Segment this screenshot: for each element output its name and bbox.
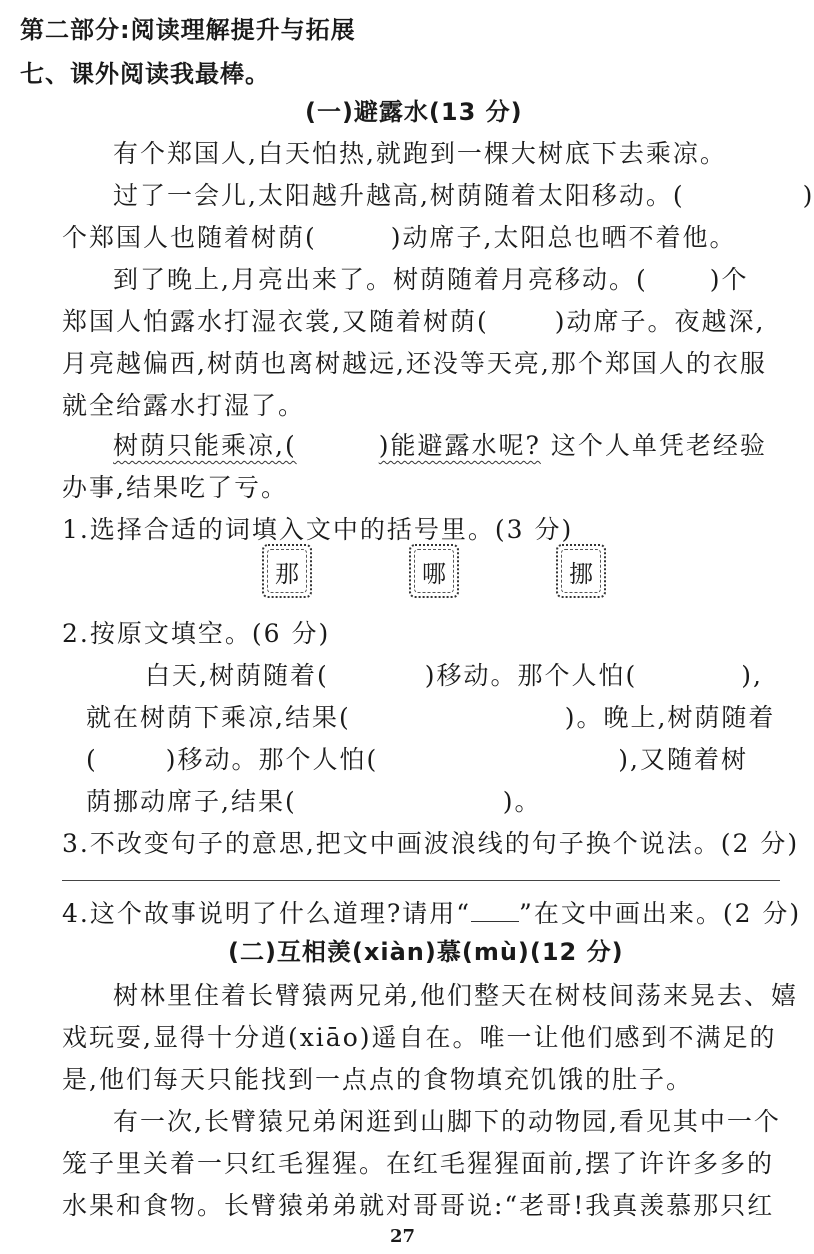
- passage1-p3-line1: [113, 264, 748, 296]
- passage2-p2-line3: 水果和食物。长臂猿弟弟就对哥哥说:“老哥!我真羡慕那只红: [62, 1191, 775, 1220]
- page-number: 27: [390, 1226, 416, 1247]
- word-option-box: [556, 544, 606, 598]
- question-4: [62, 898, 801, 930]
- question-1: 1.选择合适的词填入文中的括号里。(3 分): [62, 515, 574, 544]
- text-segment: 郑国人怕露水打湿衣裳,又随着树荫(: [62, 307, 489, 336]
- question-2-line1: [145, 660, 763, 692]
- text-segment: 白天,树荫随着(: [145, 661, 329, 690]
- passage2-title: (二)互相羡(xiàn)慕(mù)(12 分): [228, 938, 624, 966]
- text-segment: 到了晚上,月亮出来了。树荫随着月亮移动。(: [113, 265, 648, 294]
- passage1-p2-line2: [62, 222, 736, 254]
- passage1-p4-line1: [113, 430, 767, 462]
- question-2: 2.按原文填空。(6 分): [62, 619, 331, 648]
- text-segment: )。晚上,树荫随着: [564, 703, 776, 732]
- text-segment: 过了一会儿,太阳越升越高,树荫随着太阳移动。(: [113, 181, 685, 210]
- word-option-box: [409, 544, 459, 598]
- text-segment: 荫挪动席子,结果(: [86, 787, 297, 816]
- passage1-paragraph1: 有个郑国人,白天怕热,就跑到一棵大树底下去乘凉。: [113, 139, 727, 168]
- underline-sample: [471, 903, 519, 922]
- passage2-p2-line2: 笼子里关着一只红毛猩猩。在红毛猩猩面前,摆了许许多多的: [62, 1149, 774, 1178]
- text-segment: 树荫只能乘凉,(: [113, 431, 297, 460]
- text-segment: 就在树荫下乘凉,结果(: [86, 703, 351, 732]
- passage2-p1-line2: 戏玩耍,显得十分逍(xiāo)遥自在。唯一让他们感到不满足的: [62, 1023, 777, 1052]
- passage1-title: (一)避露水(13 分): [305, 98, 523, 126]
- text-segment: )动席子。夜越深,: [554, 307, 766, 336]
- question-2-line2: [86, 702, 775, 734]
- text-segment: (: [86, 745, 98, 774]
- passage1-p3-line3: 月亮越偏西,树荫也离树越远,还没等天亮,那个郑国人的衣服: [62, 349, 767, 378]
- text-segment: 个郑国人也随着树荫(: [62, 223, 317, 252]
- word-option: 那: [275, 559, 299, 588]
- question-2-line3: [86, 744, 748, 776]
- text-segment: ): [802, 181, 814, 210]
- text-segment: )。: [502, 787, 542, 816]
- word-option: 挪: [569, 559, 593, 588]
- word-option-box: [262, 544, 312, 598]
- text-segment: ),: [741, 661, 763, 690]
- word-option: 哪: [422, 559, 446, 588]
- passage2-p2-line1: 有一次,长臂猿兄弟闲逛到山脚下的动物园,看见其中一个: [113, 1107, 781, 1136]
- answer-line[interactable]: [62, 880, 780, 881]
- text-segment: ”在文中画出来。(2 分): [519, 899, 802, 928]
- passage1-p2-line1: [113, 180, 814, 212]
- text-segment: )移动。那个人怕(: [165, 745, 379, 774]
- passage1-p3-line4: 就全给露水打湿了。: [62, 391, 306, 420]
- text-segment: )移动。那个人怕(: [424, 661, 638, 690]
- text-segment: ),又随着树: [618, 745, 748, 774]
- passage2-p1-line1: 树林里住着长臂猿两兄弟,他们整天在树枝间荡来晃去、嬉: [113, 981, 798, 1010]
- part-heading: 第二部分:阅读理解提升与拓展: [20, 16, 356, 44]
- text-segment: 4.这个故事说明了什么道理?请用“: [62, 899, 472, 928]
- passage2-p1-line3: 是,他们每天只能找到一点点的食物填充饥饿的肚子。: [62, 1065, 693, 1094]
- text-segment: )个: [709, 265, 749, 294]
- question-2-line4: [86, 786, 541, 818]
- wavy-sentence: [113, 431, 541, 460]
- text-segment: 这个人单凭老经验: [550, 431, 767, 460]
- question-3: 3.不改变句子的意思,把文中画波浪线的句子换个说法。(2 分): [62, 829, 800, 858]
- text-segment: )动席子,太阳总也晒不着他。: [390, 223, 737, 252]
- section-heading: 七、课外阅读我最棒。: [20, 60, 270, 88]
- passage1-p3-line2: [62, 306, 765, 338]
- text-segment: )能避露水呢?: [378, 431, 541, 460]
- passage1-p4-line2: 办事,结果吃了亏。: [62, 473, 288, 502]
